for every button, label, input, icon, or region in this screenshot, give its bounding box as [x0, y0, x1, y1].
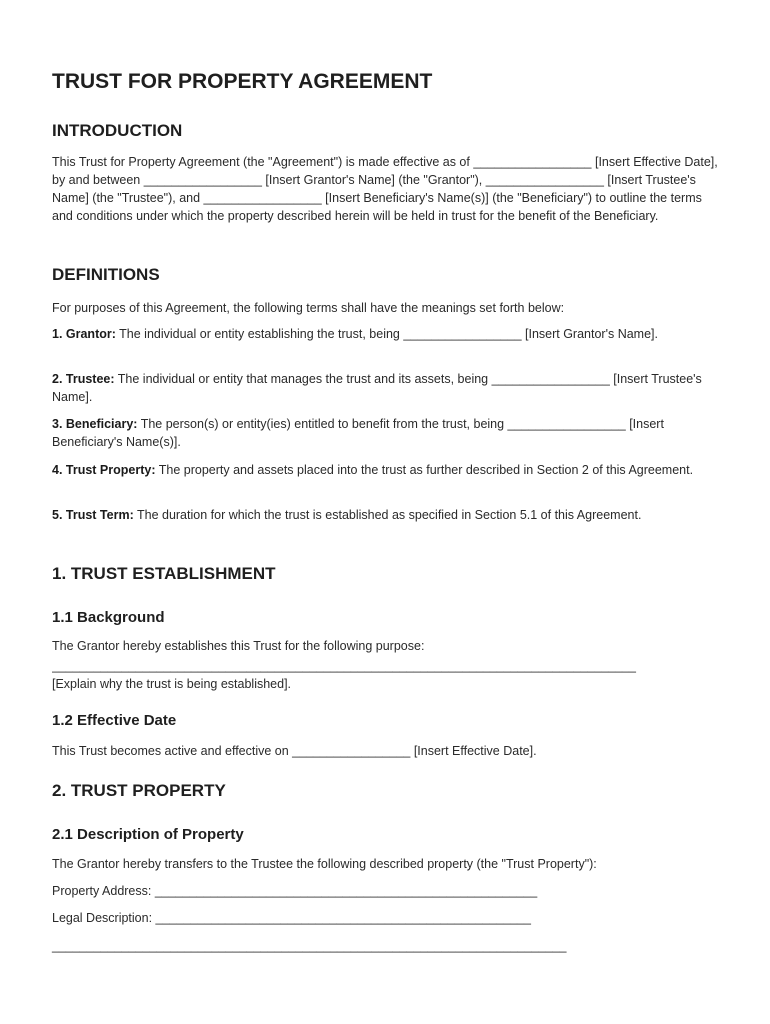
description-text: The Grantor hereby transfers to the Trustee the following described property (the "Trust Property"): [52, 857, 597, 871]
definition-term: 3. Beneficiary: [52, 417, 138, 431]
definition-text: The duration for which the trust is established as specified in Section 5.1 of this Agreement. [133, 508, 642, 522]
definition-trust-term [52, 506, 718, 524]
definition-term: 4. Trust Property: [52, 463, 156, 477]
definition-grantor [52, 325, 718, 343]
definition-trustee [52, 370, 718, 406]
introduction-heading: INTRODUCTION [52, 121, 183, 140]
description-heading: 2.1 Description of Property [52, 826, 244, 843]
section2-heading: 2. TRUST PROPERTY [52, 781, 226, 800]
background-heading: 1.1 Background [52, 609, 165, 626]
definitions-heading: DEFINITIONS [52, 265, 160, 284]
background-blank-line: ____________________________________________________________________________________ [52, 659, 636, 673]
legal-description-line: Legal Description: ______________________________________________________ [52, 911, 531, 925]
definition-term: 1. Grantor: [52, 327, 116, 341]
section1-heading: 1. TRUST ESTABLISHMENT [52, 564, 276, 583]
effective-date-heading: 1.2 Effective Date [52, 712, 177, 729]
definition-term: 5. Trust Term: [52, 508, 134, 522]
effective-date-text: This Trust becomes active and effective on _________________ [Insert Effective Date]. [52, 744, 537, 758]
background-text: The Grantor hereby establishes this Trust for the following purpose: [52, 639, 425, 653]
definition-text: The person(s) or entity(ies) entitled to benefit from the trust, being _________________ [Insert Beneficiary's Name(s)]. [52, 417, 664, 449]
definition-text: The property and assets placed into the trust as further described in Section 2 of this Agreement. [155, 463, 694, 477]
definition-text: The individual or entity establishing the trust, being _________________ [Insert Grantor's Name]. [115, 327, 658, 341]
definitions-intro: For purposes of this Agreement, the following terms shall have the meanings set forth below: [52, 301, 565, 315]
description-blank-line: __________________________________________________________________________ [52, 939, 567, 953]
property-address-line: Property Address: _______________________________________________________ [52, 884, 538, 898]
definition-term: 2. Trustee: [52, 372, 115, 386]
introduction-paragraph: This Trust for Property Agreement (the "Agreement") is made effective as of _________________ [Insert Effective Date], by and between _________________ [Insert Grantor's Name] (the "Grantor"), _________________ [Insert Trustee's Name] (the "Trustee"), and _________________ [Insert Beneficiary's Name(s)] (the "Beneficiary") to outline the terms and conditions under which the property described herein will be held in trust for the benefit of the Beneficiary. [52, 155, 718, 223]
definition-trust-property [52, 461, 718, 479]
definition-text: The individual or entity that manages the trust and its assets, being _________________ [Insert Trustee's Name]. [52, 372, 702, 404]
definition-beneficiary [52, 415, 718, 451]
background-note: [Explain why the trust is being established]. [52, 677, 292, 691]
document-title: TRUST FOR PROPERTY AGREEMENT [52, 70, 433, 93]
